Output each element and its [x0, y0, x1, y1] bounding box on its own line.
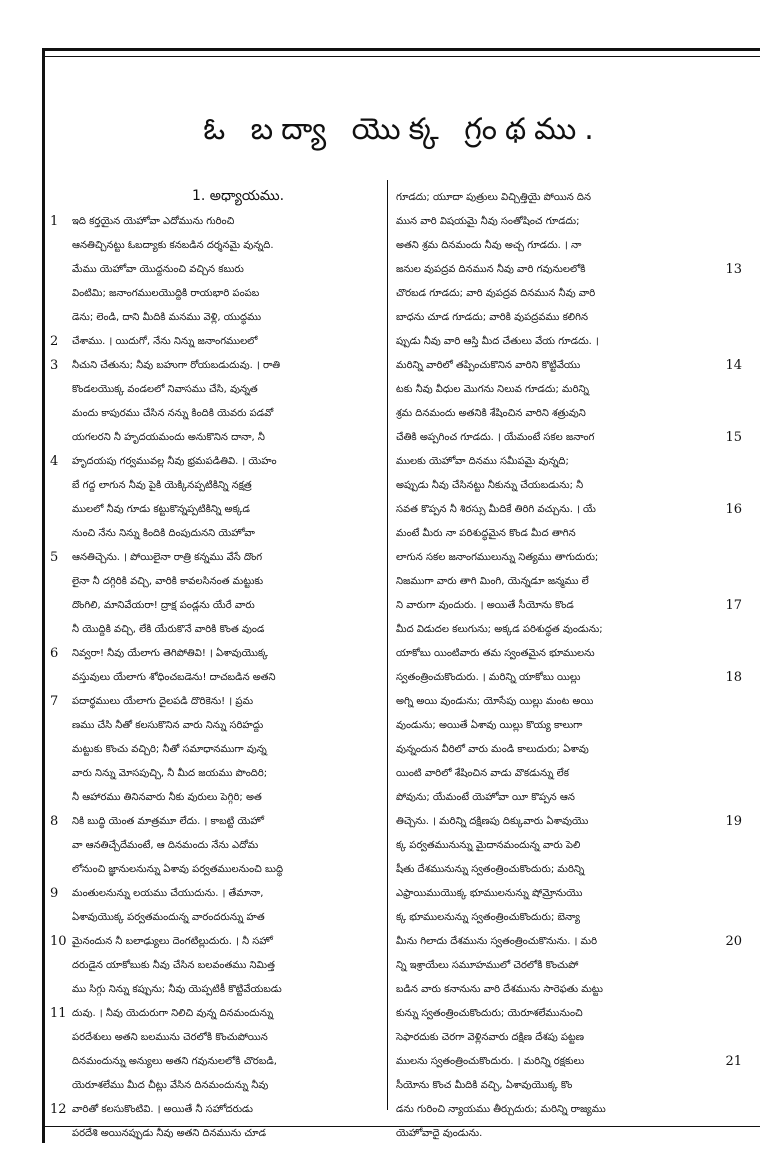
verse-line: [392, 210, 742, 234]
verse-number: 15: [725, 430, 742, 445]
right-column: [392, 186, 742, 1146]
verse-line: [50, 234, 386, 258]
verse-line: [392, 546, 742, 570]
verse-text: మట్టుకు కొంచు వచ్చిరి; నీతో సమాధానముగా వున్న: [72, 744, 267, 755]
verse-line: [392, 738, 742, 762]
column-divider: [387, 180, 388, 1110]
verse-line: [392, 690, 742, 714]
verse-line: [392, 426, 742, 450]
verse-text: చేతికి అప్పగించ గూడదు. । యేమంటే సకల జనాంగ: [396, 432, 595, 443]
verse-number: 6: [50, 646, 59, 661]
verse-line: [392, 570, 742, 594]
verse-line: [50, 330, 386, 354]
verse-text: మరిన్ని వారిలో తప్పించుకొనిన వారిని కొట్టివేయు: [396, 360, 581, 371]
verse-text: మైనందున నీ బలాఢ్యులు దెంగటిల్లుదురు. । నీ సహో: [72, 936, 273, 947]
verse-line: [50, 978, 386, 1002]
verse-number: 21: [725, 1054, 742, 1069]
verse-text: యాకోబు యింటివారు తమ స్వంతమైన భూములను: [396, 648, 595, 659]
verse-text: లోనుంచి జ్ఞానులనున్ను ఏశావు పర్వతములనుంచి బుద్ధి: [72, 864, 284, 875]
verse-text: యెహోవాదై వుండును.: [396, 1128, 483, 1139]
verse-line: [50, 690, 386, 714]
verse-line: [50, 834, 386, 858]
verse-number: 16: [725, 502, 742, 517]
verse-number: 20: [725, 934, 742, 949]
verse-text: బే గద్ద లాగున నీవు పైకి యెక్కినప్పటికిన్ని నక్షత్ర: [72, 480, 252, 491]
verse-number: 8: [50, 814, 59, 829]
verse-line: [50, 762, 386, 786]
verse-line: [392, 258, 742, 282]
verse-text: అగ్ని అయి వుండును; యోసేపు యిల్లు మంట అయి: [396, 696, 594, 707]
verse-text: ములకు యెహోవా దినము సమీపమై వున్నది;: [396, 456, 569, 467]
top-rule: [45, 56, 760, 57]
verse-text: ప్పుడు నీవు వారి ఆస్తి మీద చేతులు వేయ గూడదు. ।: [396, 336, 599, 347]
verse-line: [392, 618, 742, 642]
verse-text: స్వతంత్రించుకొందురు. । మరిన్ని యాకోబు యిల్లు: [396, 672, 581, 683]
verse-line: [50, 786, 386, 810]
verse-line: [392, 1026, 742, 1050]
left-column-lines: [50, 210, 386, 1146]
verse-number: 5: [50, 550, 59, 565]
right-column-lines: [392, 186, 742, 1146]
verse-number: 3: [50, 358, 59, 373]
verse-line: [50, 1002, 386, 1026]
verse-text: చొరబడ గూడదు; వారి వుపద్రవ దినమున నీవు వారి: [396, 288, 596, 299]
verse-number: 9: [50, 886, 59, 901]
verse-text: యింటి వారిలో శేషించిన వాడు వొకడున్ను లేక: [396, 768, 569, 779]
verse-text: డెను; లెండి, దాని మీదికి మనము వెళ్లి, యుద్ధము: [72, 312, 262, 323]
verse-line: [50, 642, 386, 666]
verse-text: నుంచి నేను నిన్ను కిందికి దింపుదునని యెహోవా: [72, 528, 255, 539]
verse-line: [50, 930, 386, 954]
verse-line: [50, 378, 386, 402]
verse-line: [392, 834, 742, 858]
verse-text: జనుల వుపద్రవ దినమున నీవు వారి గవునులలోకి: [396, 264, 586, 275]
verse-line: [392, 402, 742, 426]
verse-text: క్క పర్వతమునున్ను మైదానమందున్న వారు పెలి: [396, 840, 581, 851]
verse-line: [50, 618, 386, 642]
verse-line: [392, 930, 742, 954]
verse-text: వా ఆనతిచ్చేదేమంటే, ఆ దినమందు నేను ఎదోమ: [72, 840, 259, 851]
verse-line: [392, 1050, 742, 1074]
verse-line: [392, 810, 742, 834]
verse-text: నిజముగా వారు తాగి మింగి, యెన్నడూ జన్మము లే: [396, 576, 589, 587]
verse-line: [392, 666, 742, 690]
verse-line: [50, 858, 386, 882]
verse-text: నికి బుద్ధి యెంత మాత్రమూ లేదు. । కాబట్టి యెహో: [72, 816, 264, 827]
verse-line: [392, 906, 742, 930]
verse-text: వింటిమి; జనాంగములయొద్దికి రాయభారి పంపబ: [72, 288, 260, 299]
verse-text: క్క భూములనున్ను స్వతంత్రించుకొందురు; బెన్యా: [396, 912, 580, 923]
verse-line: [392, 858, 742, 882]
verse-line: [50, 258, 386, 282]
verse-number: 2: [50, 334, 59, 349]
verse-text: దొంగిలి, మానివేయరా! ద్రాక్ష పండ్లను యేరే వారు: [72, 600, 255, 611]
verse-text: చేశాము. । యిదుగో, నేను నిన్ను జనాంగములలో: [72, 336, 258, 347]
verse-line: [392, 642, 742, 666]
verse-number: 10: [50, 934, 67, 949]
verse-line: [50, 402, 386, 426]
left-column: [50, 186, 386, 1146]
verse-text: ని వారుగా వుందురు. । అయితే సీయోను కొండ: [396, 600, 574, 611]
verse-line: [50, 738, 386, 762]
verse-text: లాగున సకల జనాంగములున్ను నిత్యము తాగుదురు;: [396, 552, 599, 563]
verse-text: శ్రమ దినమందు అతనికి శేషించిన వారిని శత్రువుని: [396, 408, 586, 419]
verse-line: [392, 714, 742, 738]
verse-line: [392, 234, 742, 258]
verse-text: ఆనతిచ్చినట్టు ఓబద్యాకు కనబడిన దర్శనమై వున్నది.: [72, 240, 274, 251]
verse-text: సవత కొప్పన నీ శిరస్సు మీదికే తిరిగి వచ్చును. । యే: [396, 504, 596, 515]
verse-text: పదార్థములు యేలాగు దైలపడి దొరికెను! । ప్రమ: [72, 696, 254, 707]
verse-line: [50, 1122, 386, 1146]
verse-line: [392, 330, 742, 354]
verse-line: [392, 762, 742, 786]
verse-number: 14: [725, 358, 742, 373]
verse-line: [392, 282, 742, 306]
verse-number: 19: [725, 814, 742, 829]
verse-line: [50, 522, 386, 546]
verse-text: కొండలయొక్క వండలలో నివాసము చేసి, వున్నత: [72, 384, 258, 395]
verse-line: [50, 594, 386, 618]
verse-line: [392, 474, 742, 498]
verse-text: షీతు దేశమునున్ను స్వతంత్రించుకొందురు; మరిన్ని: [396, 864, 585, 875]
verse-line: [50, 1026, 386, 1050]
verse-text: అతని శ్రమ దినమందు నీవు అచ్చ గూడదు. । నా: [396, 240, 582, 251]
verse-text: పోవును; యేమంటే యెహోవా యీ కొప్పన ఆన: [396, 792, 575, 803]
verse-line: [392, 498, 742, 522]
verse-text: కున్ను స్వతంత్రించుకొందురు; యెరూశలేమునుంచి: [396, 1008, 583, 1019]
verse-line: [50, 1098, 386, 1122]
verse-text: పరదేశి అయినప్పుడు నీవు అతని దినమును చూడ: [72, 1128, 267, 1139]
verse-line: [392, 378, 742, 402]
verse-text: మంతులనున్ను లయము చేయుదును. । తేమానా,: [72, 888, 264, 899]
verse-line: [392, 1098, 742, 1122]
verse-text: వస్తువులు యేలాగు శోధించబడెను! దాచబడిన అతని: [72, 672, 276, 683]
verse-line: [50, 474, 386, 498]
verse-text: మీద విడుదల కలుగును; అక్కడ పరిశుద్ధత వుండును;: [396, 624, 603, 635]
verse-text: నీ యొద్దికి వచ్చి, లేకి యేరుకొనే వారికి కొంత వుండ: [72, 624, 265, 635]
verse-text: హృదయపు గర్వమువల్ల నీవు భ్రమపడితివి. । యెహం: [72, 456, 277, 467]
verse-text: వున్నందున వీరిలో వారు మండి కాలుదురు; ఏశావు: [396, 744, 589, 755]
verse-text: ఎఫ్రాయిముయొక్క భూములనున్ను షోమ్రోనుయొ: [396, 888, 583, 899]
verse-text: గూడదు; యూదా పుత్రులు విచ్చిత్తియై పోయిన దిన: [396, 192, 592, 203]
verse-text: ములలో నీవు గూడు కట్టుకొన్నప్పటికిన్ని అక్కడ: [72, 504, 250, 515]
verse-line: [392, 954, 742, 978]
verse-line: [50, 1074, 386, 1098]
verse-line: [50, 498, 386, 522]
verse-line: [50, 666, 386, 690]
verse-line: [50, 714, 386, 738]
verse-text: యెరూశలేము మీద చీట్లు వేసిన దినమందున్ను నీవు: [72, 1080, 269, 1091]
verse-text: ములను స్వతంత్రించుకొందురు. । మరిన్ని రక్షకులు: [396, 1056, 585, 1067]
verse-line: [50, 426, 386, 450]
verse-number: 13: [725, 262, 742, 277]
verse-number: 17: [725, 598, 742, 613]
verse-line: [50, 882, 386, 906]
verse-line: [392, 978, 742, 1002]
verse-text: మంటే మీరు నా పరిశుద్ధమైన కొండ మీద తాగిన: [396, 528, 576, 539]
verse-text: మేము యెహోవా యొద్దనుంచి వచ్చిన కబురు: [72, 264, 244, 275]
verse-text: దువు. । నీవు యెదురుగా నిలిచి వున్న దినమందున్ను: [72, 1008, 274, 1019]
verse-text: ము సిగ్గు నిన్ను కప్పును; నీవు యెప్పటికీ కొట్టివేయబడు: [72, 984, 282, 995]
verse-line: [50, 210, 386, 234]
verse-line: [50, 906, 386, 930]
verse-text: అప్పుడు నీవు చేసినట్టు నీకున్ను చేయబడును; నీ: [396, 480, 584, 491]
verse-number: 7: [50, 694, 59, 709]
verse-text: సెఫారదుకు చెరగా వెళ్లినవారు దక్షిణ దేశపు పట్టణ: [396, 1032, 585, 1043]
verse-line: [392, 1002, 742, 1026]
verse-line: [50, 546, 386, 570]
verse-text: మీను గిలాదు దేశమును స్వతంత్రించుకొనును. । మరి: [396, 936, 598, 947]
verse-text: బాధను చూడ గూడదు; వారికి వుపద్రవము కలిగిన: [396, 312, 588, 323]
verse-line: [392, 1074, 742, 1098]
verse-line: [392, 186, 742, 210]
verse-text: వుండును; అయితే ఏశావు యిల్లు కొయ్య కాలుగా: [396, 720, 583, 731]
verse-line: [50, 450, 386, 474]
verse-line: [392, 450, 742, 474]
verse-text: ణము చేసి నీతో కలసుకొనిన వారు నిన్ను సరిహద్దు: [72, 720, 264, 731]
verse-text: వారితో కలసుకొంటివి. । అయితే నీ సహోదరుడు: [72, 1104, 253, 1115]
verse-line: [392, 594, 742, 618]
verse-text: బడిన వారు కనానును వారి దేశమును సారెఫతు మట్టు: [396, 984, 603, 995]
verse-text: నివ్వరా! నీవు యేలాగు తెగిపోతివి! । ఏశావుయొక్క: [72, 648, 268, 659]
verse-text: సీయోను కొంచ మీదికి వచ్చి, ఏశావుయొక్క కొం: [396, 1080, 573, 1091]
verse-text: మున వారి విషయమై నీవు సంతోషించ గూడదు;: [396, 216, 580, 227]
verse-line: [50, 1050, 386, 1074]
verse-line: [392, 522, 742, 546]
verse-number: 1: [50, 214, 59, 229]
verse-text: లైనా నీ దగ్గిరికి వచ్చి, వారికి కావలసినంత మట్టుకు: [72, 576, 264, 587]
verse-text: ఏశావుయొక్క పర్వతమందున్న వారందరున్ను హత: [72, 912, 265, 923]
verse-line: [392, 882, 742, 906]
verse-text: న్ని ఇశ్రాయేలు సమూహములో చెరలోకి కొంచుపో: [396, 960, 579, 971]
verse-text: ఇది కర్తయైన యెహోవా ఎదోమును గురించి: [72, 216, 235, 227]
verse-line: [50, 354, 386, 378]
verse-text: నీచుని చేతును; నీవు బహుగా రోయబడుదువు. । రాతి: [72, 360, 281, 371]
verse-line: [392, 306, 742, 330]
verse-number: 12: [50, 1102, 67, 1117]
verse-text: వారు నిన్ను మోసపుచ్చి, నీ మీద జయము పొందిరి;: [72, 768, 268, 779]
verse-text: తిచ్చెను. । మరిన్ని దక్షిణపు దిక్కువారు ఏశావుయొ: [396, 816, 589, 827]
verse-line: [392, 786, 742, 810]
verse-number: 4: [50, 454, 59, 469]
verse-line: [50, 306, 386, 330]
verse-line: [392, 1122, 742, 1146]
verse-line: [50, 282, 386, 306]
verse-text: ఆనతిచ్చెను. । పోయిలైనా రాత్రి కన్నము వేసే దొంగ: [72, 552, 263, 563]
verse-line: [50, 810, 386, 834]
verse-text: దినమందున్ను అన్యులు అతని గవునులలోకి చొరబడి,: [72, 1056, 277, 1067]
verse-number: 18: [725, 670, 742, 685]
verse-text: టకు నీవు వీధుల మొగను నిలువ గూడదు; మరిన్ని: [396, 384, 589, 395]
verse-text: దరుడైన యాకోబుకు నీవు చేసిన బలవంతము నిమిత్త: [72, 960, 275, 971]
verse-text: డను గురించి న్యాయము తీర్చుదురు; మరిన్ని రాజ్యము: [396, 1104, 606, 1115]
verse-text: పరదేశులు అతని బలమును చెరలోకి కొంచుపోయిన: [72, 1032, 268, 1043]
verse-text: మందు కాపురము చేసిన నన్ను కిందికి యెవరు పడవో: [72, 408, 274, 419]
verse-number: 11: [50, 1006, 67, 1021]
verse-line: [50, 954, 386, 978]
book-title: ఓ బద్యా యొక్క గ్రంథము.: [203, 112, 602, 147]
verse-line: [50, 570, 386, 594]
verse-line: [392, 354, 742, 378]
verse-text: యగలరని నీ హృదయమందు అనుకొనిన దానా, నీ: [72, 432, 265, 443]
chapter-heading: 1. అధ్యాయము.: [191, 188, 285, 204]
verse-text: నీ ఆహారము తినినవారు నీకు వురులు పెగ్గిరి; అత: [72, 792, 262, 803]
